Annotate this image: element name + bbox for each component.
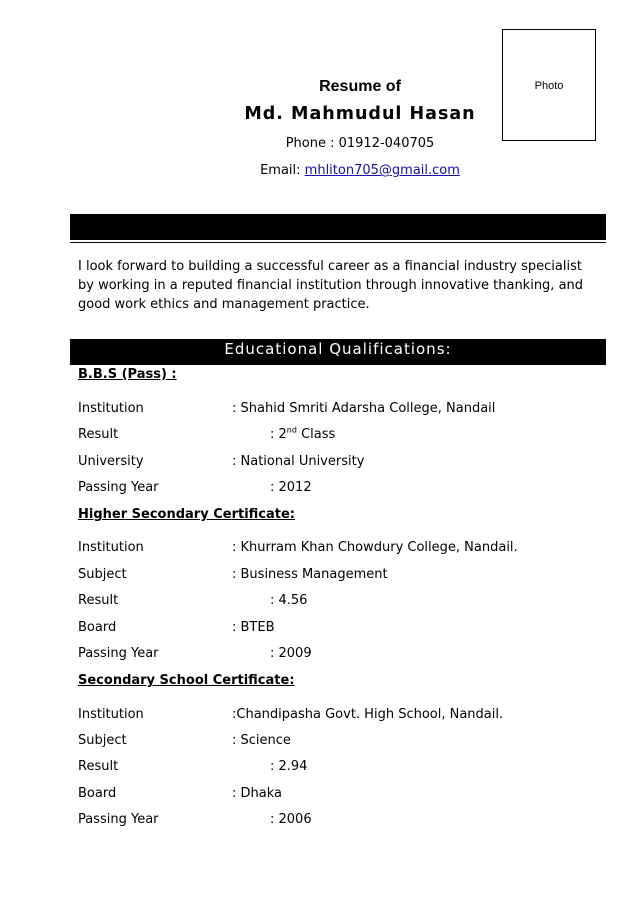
divider-line	[70, 242, 606, 243]
hsc-subject-label: Subject	[78, 567, 127, 582]
ssc-institution-value: :Chandipasha Govt. High School, Nandail.	[232, 707, 504, 722]
ssc-board-label: Board	[78, 786, 117, 801]
photo-placeholder	[502, 29, 596, 141]
bbs-university-label: University	[78, 454, 144, 469]
phone-number: Phone : 01912-040705	[285, 136, 435, 151]
resume-of-heading: Resume of	[319, 78, 401, 95]
hsc-year-value: : 2009	[270, 646, 312, 661]
hsc-institution-label: Institution	[78, 540, 144, 555]
hsc-institution-value: : Khurram Khan Chowdury College, Nandail.	[232, 540, 518, 555]
hsc-board-value: : BTEB	[232, 620, 275, 635]
career-objective: I look forward to building a successful career as a financial industry specialist by working in a reputed financial institution through innovative thanking, and good work ethics and management practice.	[78, 259, 584, 312]
candidate-name: Md. Mahmudul Hasan	[244, 104, 476, 124]
ssc-institution-label: Institution	[78, 707, 144, 722]
ssc-year-value: : 2006	[270, 812, 312, 827]
bbs-title: B.B.S (Pass) :	[78, 367, 177, 382]
email-link[interactable]: mhliton705@gmail.com	[304, 163, 460, 178]
hsc-subject-value: : Business Management	[232, 567, 388, 582]
bbs-result-prefix: : 2	[270, 427, 287, 442]
bbs-institution-label: Institution	[78, 401, 144, 416]
hsc-result-value: : 4.56	[270, 593, 308, 608]
ssc-result-label: Result	[78, 759, 119, 774]
bbs-result-sup: nd	[286, 425, 297, 435]
hsc-result-label: Result	[78, 593, 119, 608]
email-row	[200, 163, 520, 178]
hsc-board-label: Board	[78, 620, 117, 635]
ssc-result-value: : 2.94	[270, 759, 308, 774]
bbs-institution-value: : Shahid Smriti Adarsha College, Nandail	[232, 401, 496, 416]
bbs-result-value	[270, 427, 335, 442]
bbs-result-label: Result	[78, 427, 119, 442]
bbs-year-label: Passing Year	[78, 480, 159, 495]
ssc-subject-value: : Science	[232, 733, 291, 748]
photo-label: Photo	[534, 80, 564, 92]
email-label: Email:	[260, 163, 305, 178]
education-header: Educational Qualifications:	[70, 339, 606, 365]
hsc-title: Higher Secondary Certificate:	[78, 507, 295, 522]
ssc-title: Secondary School Certificate:	[78, 673, 295, 688]
hsc-year-label: Passing Year	[78, 646, 159, 661]
objective-header-bar	[70, 214, 606, 240]
ssc-subject-label: Subject	[78, 733, 127, 748]
ssc-year-label: Passing Year	[78, 812, 159, 827]
bbs-year-value: : 2012	[270, 480, 312, 495]
ssc-board-value: : Dhaka	[232, 786, 282, 801]
bbs-university-value: : National University	[232, 454, 365, 469]
bbs-result-suffix: Class	[296, 427, 336, 442]
